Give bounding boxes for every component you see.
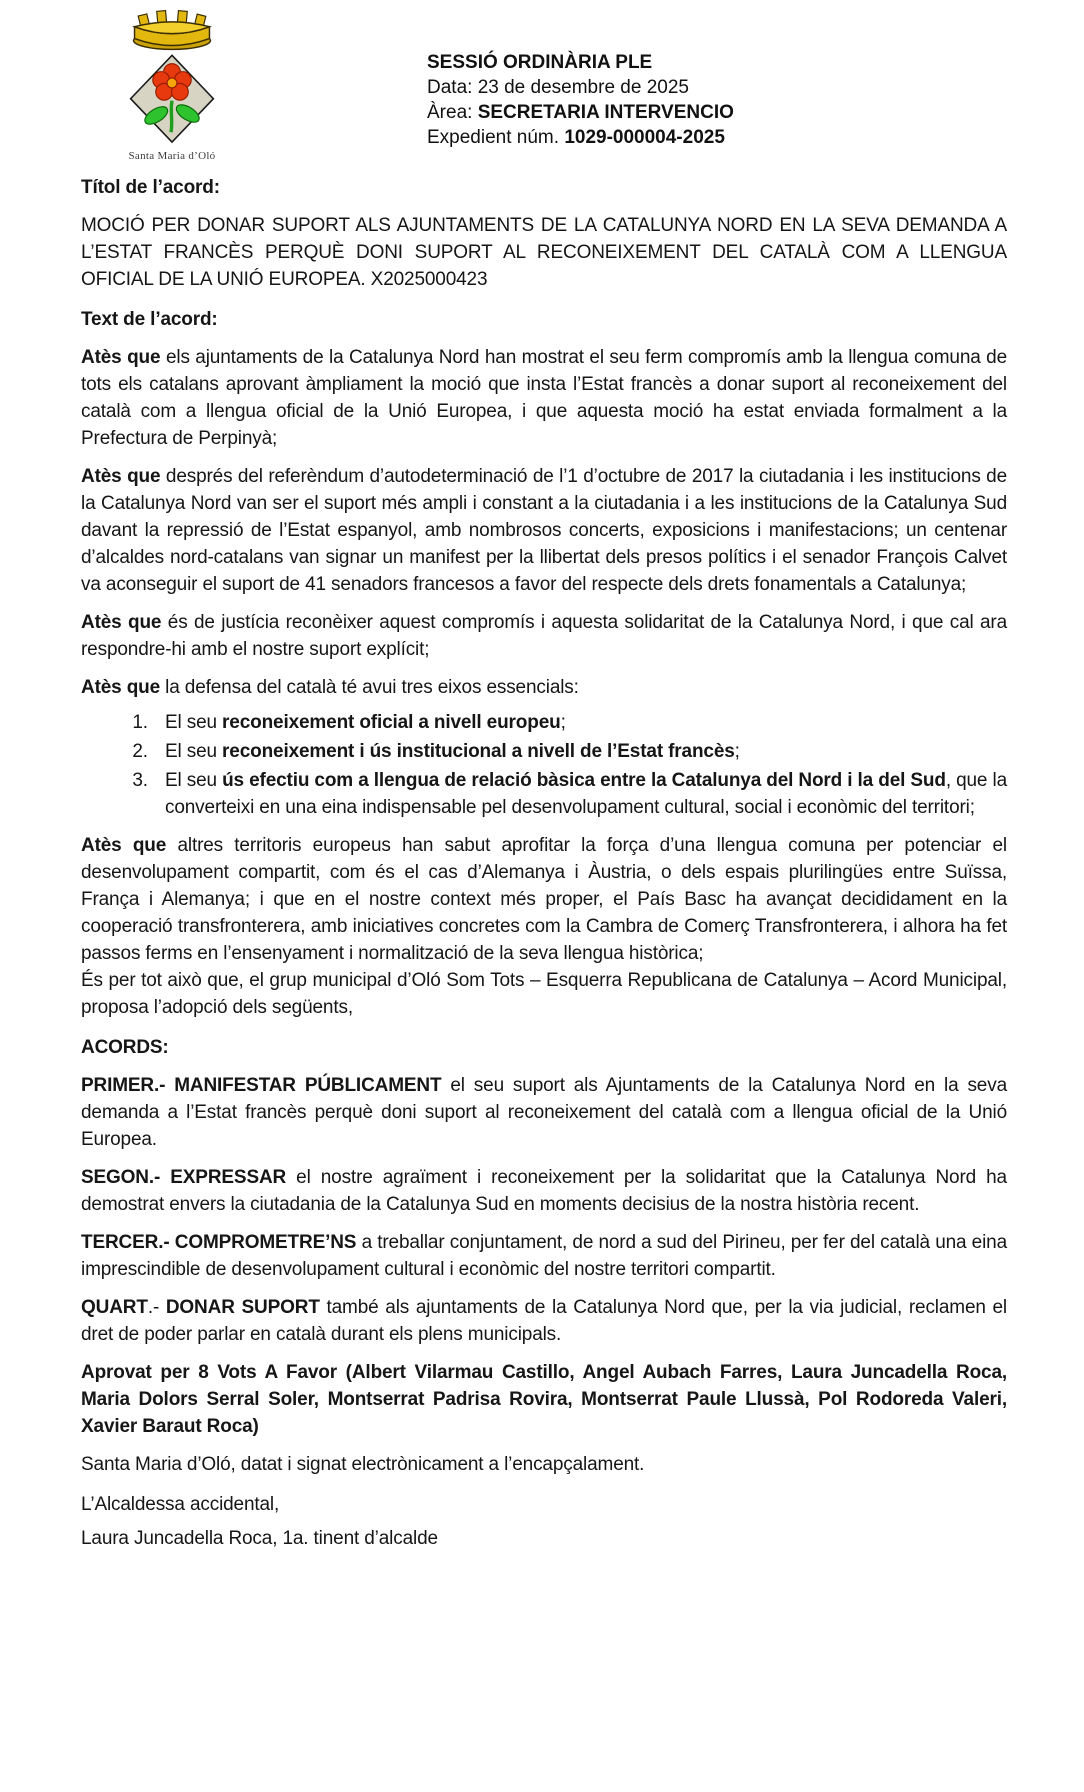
paragraph-ates-2: Atès que després del referèndum d’autodeterminació de l’1 d’octubre de 2017 la ciutadania i les institucions de la Catalunya Nord van ser el suport més ampli i constant a la ciutadania i a les institucions de la Catalunya Sud davant la repressió de l’Estat espanyol, amb nombrosos concerts, exposicions i manifestacions; un centenar d’alcaldes nord-catalans van signar un manifest per la llibertat dels presos polítics i el senador François Calvet va aconseguir el suport de 41 senadors francesos a favor del respecte dels drets fonamentals a Catalunya; — [81, 466, 1007, 595]
logo-caption: Santa Maria d’Oló — [128, 150, 216, 162]
acords-heading: ACORDS: — [81, 1037, 169, 1058]
signature-name: Laura Juncadella Roca, 1a. tinent d’alcalde — [81, 1528, 438, 1549]
coat-of-arms-icon — [97, 10, 247, 148]
signature-role: L’Alcaldessa accidental, — [81, 1494, 280, 1515]
paragraph-ates-3: Atès que és de justícia reconèixer aquest compromís i aquesta solidaritat de la Catalunya Nord, i que cal ara respondre-hi amb el nostre suport explícit; — [81, 612, 1007, 660]
session-title: SESSIÓ ORDINÀRIA PLE — [427, 52, 653, 73]
session-area: Àrea: SECRETARIA INTERVENCIO — [427, 102, 734, 123]
title-text: MOCIÓ PER DONAR SUPORT ALS AJUNTAMENTS DE LA CATALUNYA NORD EN LA SEVA DEMANDA A L’ESTAT FRANCÈS PERQUÈ DONI SUPORT AL RECONEIXEMENT DEL CATALÀ COM A LLENGUA OFICIAL DE LA UNIÓ EUROPEA. X2025000423 — [81, 215, 1007, 290]
municipal-coat-of-arms — [92, 10, 252, 162]
paragraph-ates-4: Atès que la defensa del català té avui tres eixos essencials: — [81, 677, 579, 698]
paragraph-quart: QUART.- DONAR SUPORT també als ajuntaments de la Catalunya Nord que, per la via judicial, reclamen el dret de poder parlar en català durant els plens municipals. — [81, 1297, 1008, 1345]
title-heading: Títol de l’acord: — [81, 177, 220, 198]
paragraph-primer: PRIMER.- MANIFESTAR PÚBLICAMENT el seu suport als Ajuntaments de la Catalunya Nord en la seva demanda a l’Estat francès perquè doni suport al reconeixement del català com a llengua oficial de la Unió Europea. — [81, 1075, 1007, 1150]
paragraph-proposal: És per tot això que, el grup municipal d’Oló Som Tots – Esquerra Republicana de Catalunya – Acord Municipal, proposa l’adopció dels següents, — [81, 970, 1007, 1018]
list-item-1: 1. El seu reconeixement oficial a nivell europeu; — [153, 709, 1007, 736]
paragraph-ates-5: Atès que altres territoris europeus han sabut aprofitar la força d’una llengua comuna per potenciar el desenvolupament compartit, com és el cas d’Alemanya i Àustria, o dels espais plurilingües entre Suïssa, França i Alemanya; i que en el nostre context més proper, el País Basc ha avançat decididament en la cooperació transfronterera, amb iniciatives concretes com la Cambra de Comerç Transfronterera, i alhora ha fet passos ferms en l’ensenyament i normalització de la seva llengua històrica; — [81, 835, 1007, 964]
session-info — [427, 50, 734, 150]
crown-icon — [134, 11, 211, 50]
paragraph-approval: Aprovat per 8 Vots A Favor (Albert Vilarmau Castillo, Angel Aubach Farres, Laura Juncadella Roca, Maria Dolors Serral Soler, Montserrat Padrisa Rovira, Montserrat Paule Llussà, Pol Rodoreda Valeri, Xavier Baraut Roca) — [81, 1362, 1007, 1437]
document-body — [81, 174, 1007, 1552]
signature-block — [81, 1491, 1007, 1552]
paragraph-ates-1: Atès que els ajuntaments de la Catalunya Nord han mostrat el seu ferm compromís amb la llengua comuna de tots els catalans aprovant àmpliament la moció que insta l’Estat francès a donar suport al reconeixement del català com a llengua oficial de la Unió Europea, i que aquesta moció ha estat enviada formalment a la Prefectura de Perpinyà; — [81, 347, 1007, 449]
paragraph-dating: Santa Maria d’Oló, datat i signat electrònicament a l’encapçalament. — [81, 1454, 645, 1475]
session-date: Data: 23 de desembre de 2025 — [427, 77, 689, 98]
lozenge-shield-icon — [131, 55, 214, 142]
paragraph-segon: SEGON.- EXPRESSAR el nostre agraïment i reconeixement per la solidaritat que la Catalunya Nord ha demostrat envers la ciutadania de la Catalunya Sud en moments decisius de la nostra història recent. — [81, 1167, 1007, 1215]
essential-axes-list — [81, 709, 1007, 821]
text-heading: Text de l’acord: — [81, 309, 218, 330]
session-expedient: Expedient núm. 1029-000004-2025 — [427, 127, 725, 148]
paragraph-tercer: TERCER.- COMPROMETRE’NS a treballar conjuntament, de nord a sud del Pirineu, per fer del català una eina imprescindible de desenvolupament cultural i econòmic del nostre territori compartit. — [81, 1232, 1008, 1280]
list-item-3: 3. El seu ús efectiu com a llengua de relació bàsica entre la Catalunya del Nord i la del Sud, que la converteixi en una eina indispensable pel desenvolupament cultural, social i econòmic del territori; — [153, 767, 1007, 821]
list-item-2: 2. El seu reconeixement i ús institucional a nivell de l’Estat francès; — [153, 738, 1007, 765]
